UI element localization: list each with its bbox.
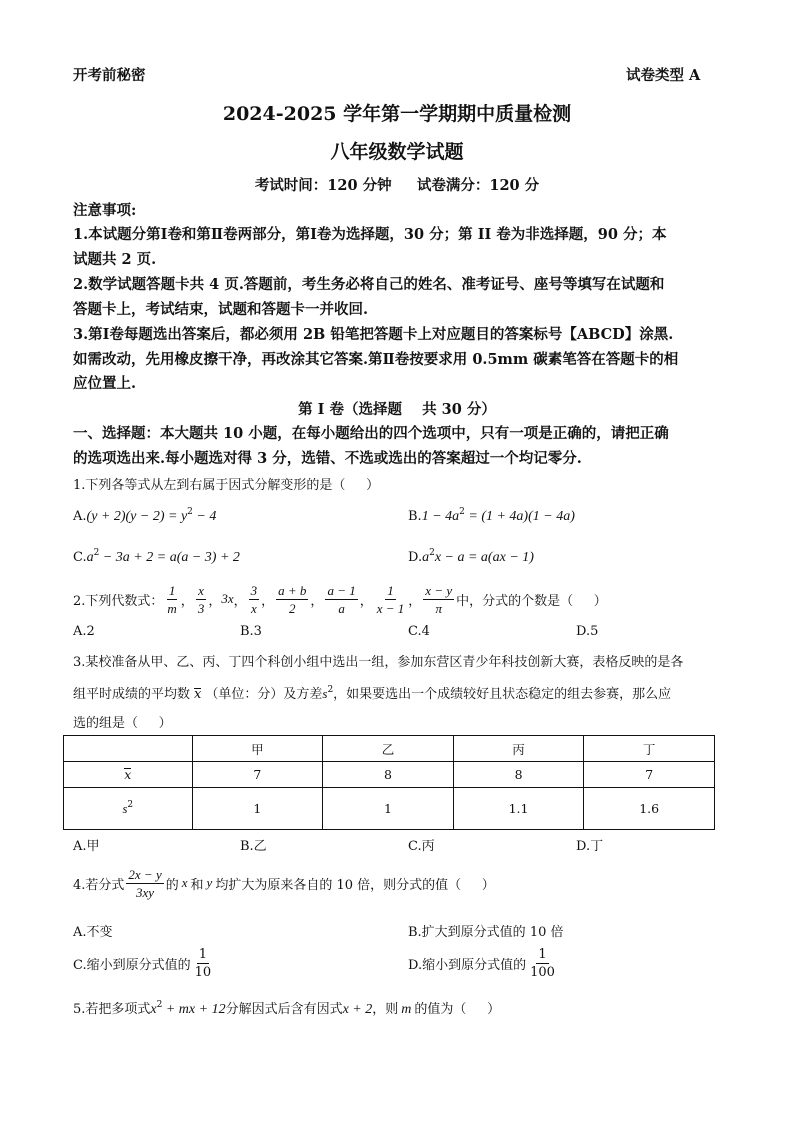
question-5-stem: 5.若把多项式$x^2$ + mx + 12分解因式后含有因式x + 2，则 m 的值为（ ） xyxy=(73,1000,501,1017)
table-header-bing: 丙 xyxy=(453,736,584,762)
q2-fraction-7: $\frac{1}{x - 1}$ xyxy=(376,582,405,616)
question-1-stem: 1.下列各等式从左到右属于因式分解变形的是（ ） xyxy=(73,478,380,493)
q2-fraction-5: $\frac{a + b}{2}$ xyxy=(278,582,307,616)
table-cell: 7 xyxy=(584,762,715,788)
exam-subtitle: 八年级数学试题 xyxy=(330,141,464,163)
q4-option-c: C.缩小到原分式值的 $\frac{1}{10}$ xyxy=(73,946,212,980)
table-cell xyxy=(64,736,193,762)
question-3-line-2: 组平时成绩的平均数 x （单位：分）及方差$s^2$，如果要选出一个成绩较好且状态稳定的组去参赛，那么应 xyxy=(73,685,672,702)
table-cell: 1.1 xyxy=(453,788,584,830)
note-2-line-2: 答题卡上，考试结束，试题和答题卡一并收回. xyxy=(73,301,369,318)
table-row xyxy=(64,788,715,830)
note-3-line-3: 应位置上. xyxy=(73,375,137,392)
section-title: 第 I 卷（选择题 共 30 分） xyxy=(298,401,496,418)
q2-term-3: 3x xyxy=(221,591,234,606)
q4-d-fraction: $\frac{1}{100}$ xyxy=(530,946,555,980)
q3-score-table xyxy=(63,735,715,830)
q4-option-a: A.不变 xyxy=(73,925,113,940)
q4-c-fraction: $\frac{1}{10}$ xyxy=(194,946,212,980)
q4-option-d: D.缩小到原分式值的 $\frac{1}{100}$ xyxy=(408,946,555,980)
q2-option-c: C.4 xyxy=(408,624,430,639)
note-3-line-2: 如需改动，先用橡皮擦干净，再改涂其它答案.第Ⅱ卷按要求用 0.5mm 碳素笔答在答题卡的相 xyxy=(73,351,679,368)
section-intro-line-2: 的选项选出来.每小题选对得 3 分，选错、不选或选出的答案超过一个均记零分. xyxy=(73,450,582,467)
q4-fraction: $\frac{2x - y}{3xy}$ xyxy=(128,866,162,900)
confidential-label: 开考前秘密 xyxy=(73,67,146,84)
note-3-line-1: 3.第Ⅰ卷每题选出答案后，都必须用 2B 铅笔把答题卡上对应题目的答案标号【ABCD】涂黑. xyxy=(73,326,674,343)
table-header-jia: 甲 xyxy=(192,736,323,762)
q2-fraction-6: $\frac{a - 1}{a}$ xyxy=(327,582,356,616)
q2-fraction-8: $\frac{x - y}{\pi}$ xyxy=(425,582,453,616)
note-2-line-1: 2.数学试题答题卡共 4 页.答题前，考生务必将自己的姓名、准考证号、座号等填写在试题和 xyxy=(73,276,665,293)
question-2-stem: 2.下列代数式： $\frac{1}{m}$ ， $\frac{x}{3}$ ， 3x ， $\frac{3}{x}$ ， $\frac{a + b}{2}$ ， $\frac{a - 1}{a}$ ， $\frac{1}{x - 1}$ ， $\frac{x - y}{\pi}$ 中，分式的个数是（ ） xyxy=(73,582,607,616)
paper-type-label: 试卷类型 A xyxy=(626,67,701,84)
table-header-yi: 乙 xyxy=(323,736,454,762)
q3-option-d: D.丁 xyxy=(576,839,604,854)
mean-row-label: x xyxy=(64,762,193,788)
notes-heading: 注意事项: xyxy=(73,202,137,219)
question-3-line-3: 选的组是（ ） xyxy=(73,716,172,731)
q2-option-a: A.2 xyxy=(73,624,95,639)
table-cell: 8 xyxy=(453,762,584,788)
q3-option-a: A.甲 xyxy=(73,839,100,854)
table-header-ding: 丁 xyxy=(584,736,715,762)
table-cell: 8 xyxy=(323,762,454,788)
q1-option-b: $B.1 - 4a^2 = (1 + 4a)(1 - 4a)$ xyxy=(408,507,575,524)
question-3-line-1: 3.某校准备从甲、乙、丙、丁四个科创小组中选出一组，参加东营区青少年科技创新大赛，表格反映的是各 xyxy=(73,655,684,670)
exam-title: 2024-2025 学年第一学期期中质量检测 xyxy=(222,103,572,125)
q2-fraction-1: $\frac{1}{m}$ xyxy=(167,582,177,616)
table-cell: 1.6 xyxy=(584,788,715,830)
q2-fraction-4: $\frac{3}{x}$ xyxy=(250,582,258,616)
q1-option-a: $A.(y + 2)(y - 2) = y^2 - 4$ xyxy=(73,507,217,524)
note-1-line-2: 试题共 2 页. xyxy=(73,251,157,268)
exam-info: 考试时间：120 分钟 试卷满分：120 分 xyxy=(254,177,540,194)
q4-option-b: B.扩大到原分式值的 10 倍 xyxy=(408,925,564,940)
table-cell: 1 xyxy=(192,788,323,830)
table-row xyxy=(64,762,715,788)
q1-option-d: $D.a^2x - a = a(ax - 1)$ xyxy=(408,548,534,565)
q3-option-b: B.乙 xyxy=(240,839,267,854)
q2-option-b: B.3 xyxy=(240,624,262,639)
table-cell: 1 xyxy=(323,788,454,830)
table-header-row xyxy=(64,736,715,762)
variance-row-label: $s^2$ xyxy=(64,788,193,830)
note-1-line-1: 1.本试题分第Ⅰ卷和第Ⅱ卷两部分，第Ⅰ卷为选择题，30 分；第 II 卷为非选择题，90 分；本 xyxy=(73,226,667,243)
table-cell: 7 xyxy=(192,762,323,788)
question-4-stem: 4.若分式 $\frac{2x - y}{3xy}$ 的 x 和 y 均扩大为原来各自的 10 倍，则分式的值（ ） xyxy=(73,866,495,900)
q2-fraction-2: $\frac{x}{3}$ xyxy=(197,582,205,616)
q1-option-c: $C.a^2 - 3a + 2 = a(a - 3) + 2$ xyxy=(73,548,240,565)
q2-option-d: D.5 xyxy=(576,624,599,639)
section-intro-line-1: 一、选择题：本大题共 10 小题，在每小题给出的四个选项中，只有一项是正确的，请把正确 xyxy=(73,425,669,442)
q3-option-c: C.丙 xyxy=(408,839,435,854)
